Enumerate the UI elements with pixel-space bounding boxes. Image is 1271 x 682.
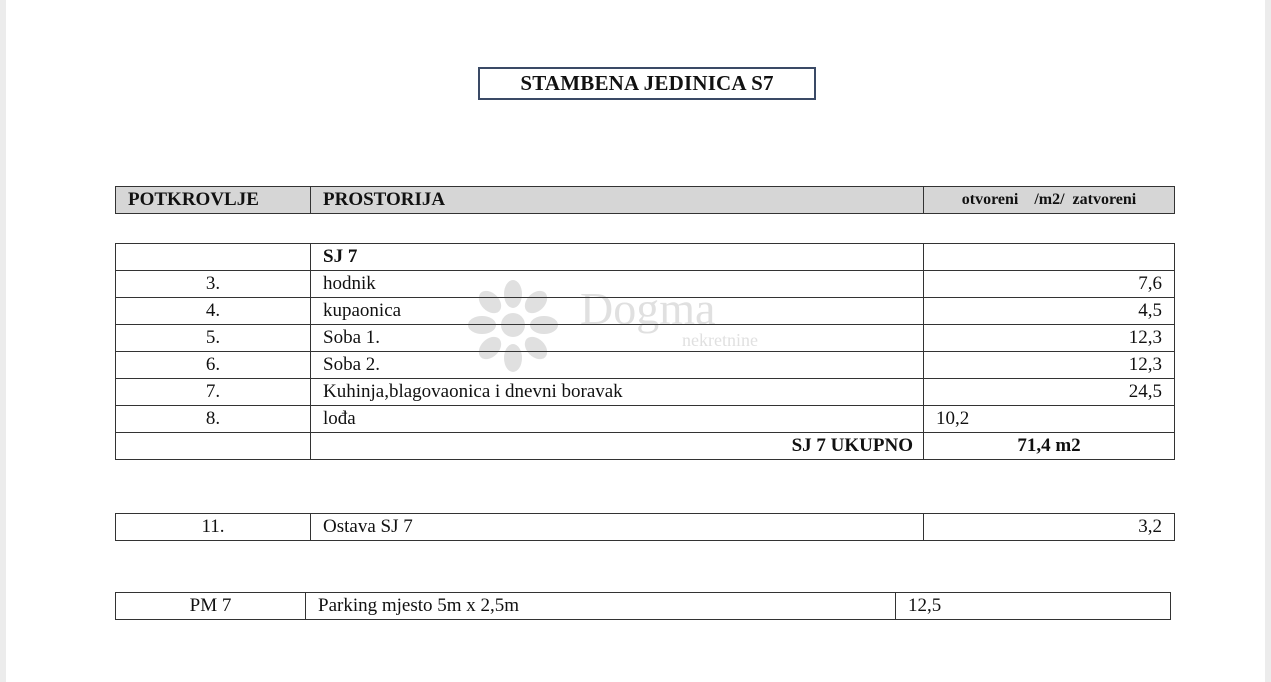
storage-row — [116, 514, 1175, 541]
page-edge-left — [0, 0, 6, 682]
storage-area: 3,2 — [924, 514, 1175, 541]
parking-number: PM 7 — [116, 593, 306, 620]
room-name: Kuhinja,blagovaonica i dnevni boravak — [311, 379, 924, 406]
parking-table — [115, 592, 1171, 620]
table-row — [116, 406, 1175, 433]
table-row — [116, 325, 1175, 352]
header-row — [116, 187, 1175, 214]
unit-label-empty — [116, 244, 311, 271]
watermark-brand: Dogma — [580, 283, 716, 334]
total-label: SJ 7 UKUPNO — [311, 433, 924, 460]
header-area: otvoreni /m2/ zatvoreni — [924, 187, 1175, 214]
header-prostorija: PROSTORIJA — [311, 187, 924, 214]
total-row — [116, 433, 1175, 460]
unit-label-row — [116, 244, 1175, 271]
room-name: Soba 1. — [311, 325, 924, 352]
room-area: 24,5 — [924, 379, 1175, 406]
room-number: 6. — [116, 352, 311, 379]
table-row — [116, 352, 1175, 379]
room-number: 8. — [116, 406, 311, 433]
parking-name: Parking mjesto 5m x 2,5m — [306, 593, 896, 620]
room-number: 5. — [116, 325, 311, 352]
unit-label: SJ 7 — [311, 244, 924, 271]
rooms-table — [115, 243, 1175, 460]
table-row — [116, 298, 1175, 325]
room-name: hodnik — [311, 271, 924, 298]
room-name: lođa — [311, 406, 924, 433]
room-number: 4. — [116, 298, 311, 325]
header-table — [115, 186, 1175, 214]
document-title: STAMBENA JEDINICA S7 — [478, 67, 816, 100]
room-number: 7. — [116, 379, 311, 406]
total-value: 71,4 m2 — [924, 433, 1175, 460]
unit-label-value-empty — [924, 244, 1175, 271]
table-row — [116, 379, 1175, 406]
storage-number: 11. — [116, 514, 311, 541]
room-area: 12,3 — [924, 352, 1175, 379]
room-area-open: 10,2 — [924, 406, 1175, 433]
storage-table — [115, 513, 1175, 541]
header-potkrovlje: POTKROVLJE — [116, 187, 311, 214]
storage-name: Ostava SJ 7 — [311, 514, 924, 541]
room-area: 7,6 — [924, 271, 1175, 298]
room-area: 4,5 — [924, 298, 1175, 325]
parking-row — [116, 593, 1171, 620]
page-edge-right — [1265, 0, 1271, 682]
watermark-sub: nekretnine — [682, 330, 758, 350]
parking-area: 12,5 — [896, 593, 1171, 620]
room-name: kupaonica — [311, 298, 924, 325]
room-area: 12,3 — [924, 325, 1175, 352]
table-row — [116, 271, 1175, 298]
room-number: 3. — [116, 271, 311, 298]
total-empty — [116, 433, 311, 460]
room-name: Soba 2. — [311, 352, 924, 379]
